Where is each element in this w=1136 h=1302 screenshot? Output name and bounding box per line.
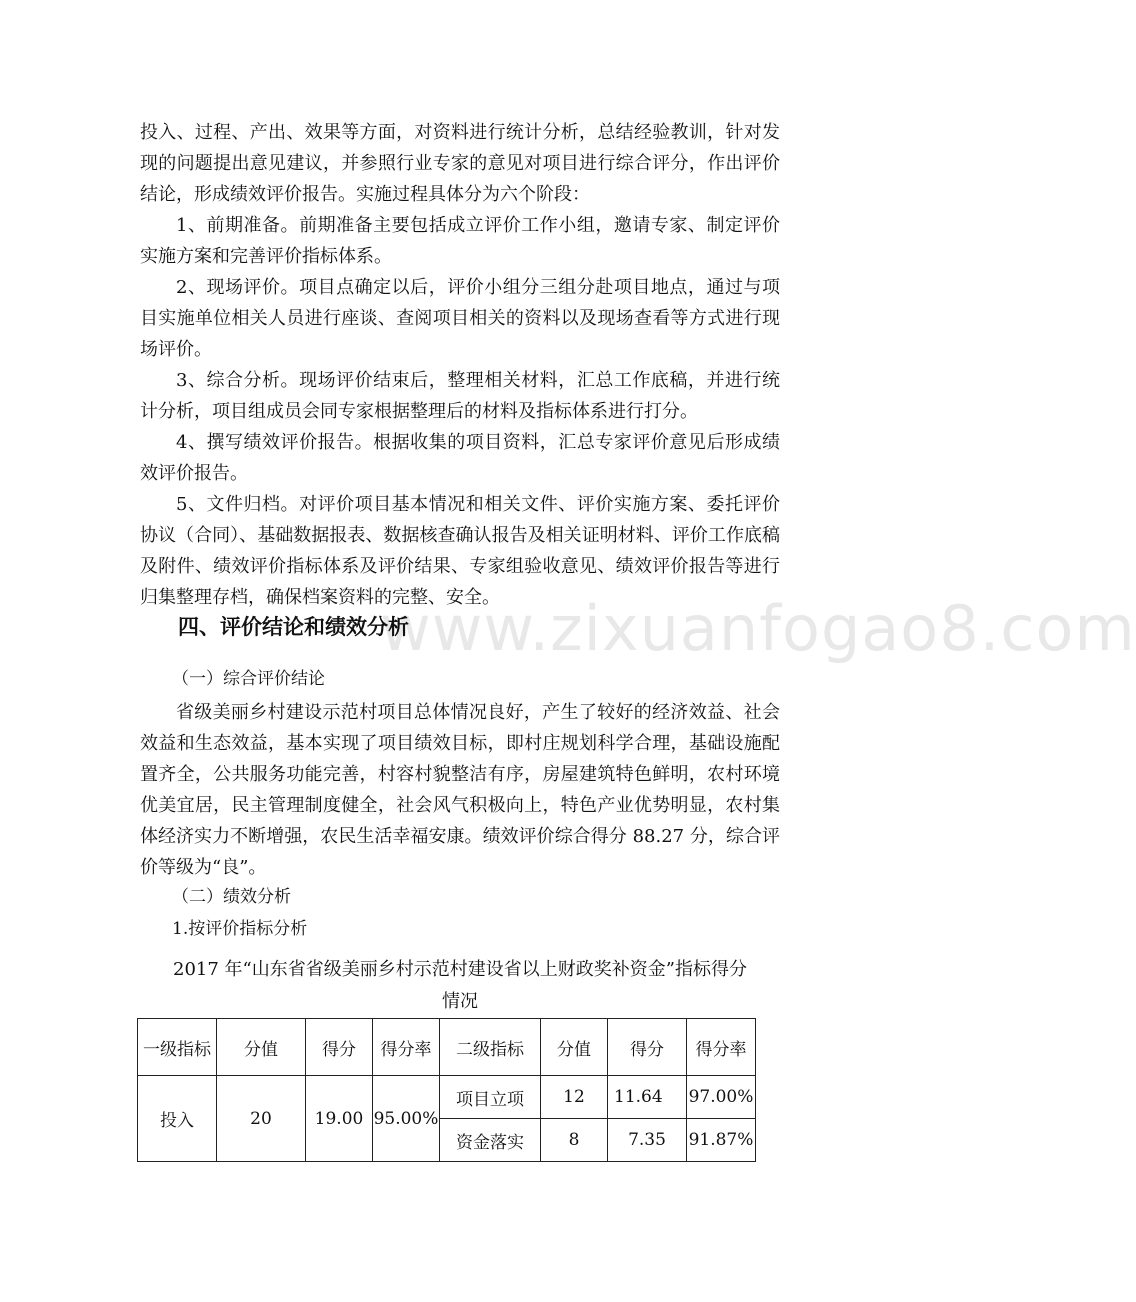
stage-4-paragraph: 4、撰写绩效评价报告。根据收集的项目资料，汇总专家评价意见后形成绩效评价报告。 — [140, 432, 780, 484]
header-primary-score: 分值 — [217, 1019, 306, 1076]
secondary-name-cell: 资金落实 — [440, 1119, 541, 1162]
stage-3-paragraph: 3、综合分析。现场评价结束后，整理相关材料，汇总工作底稿，并进行统计分析，项目组成员会同专家根据整理后的材料及指标体系进行打分。 — [140, 370, 780, 422]
primary-score-cell: 20 — [217, 1076, 306, 1162]
subheading-indicator-analysis: 1.按评价指标分析 — [172, 919, 308, 939]
header-secondary-rate: 得分率 — [687, 1019, 756, 1076]
subheading-conclusion: （一）综合评价结论 — [172, 669, 325, 689]
header-secondary-got: 得分 — [608, 1019, 687, 1076]
header-primary-rate: 得分率 — [373, 1019, 440, 1076]
header-secondary-indicator: 二级指标 — [440, 1019, 541, 1076]
stage-1-paragraph: 1、前期准备。前期准备主要包括成立评价工作小组，邀请专家、制定评价实施方案和完善评价指标体系。 — [140, 215, 780, 267]
header-secondary-score: 分值 — [541, 1019, 608, 1076]
intro-paragraph: 投入、过程、产出、效果等方面，对资料进行统计分析，总结经验教训，针对发现的问题提出意见建议，并参照行业专家的意见对项目进行综合评分，作出评价结论，形成绩效评价报告。实施过程具体分为六个阶段： — [140, 122, 780, 205]
header-primary-indicator: 一级指标 — [138, 1019, 217, 1076]
primary-rate-cell: 95.00% — [373, 1076, 440, 1162]
indicator-score-table — [137, 1018, 756, 1162]
table-header-row — [138, 1019, 756, 1076]
subheading-analysis: （二）绩效分析 — [172, 887, 291, 907]
secondary-rate-cell: 97.00% — [687, 1076, 756, 1119]
section-heading: 四、评价结论和绩效分析 — [178, 615, 409, 639]
table-row — [138, 1076, 756, 1119]
stage-5-paragraph: 5、文件归档。对评价项目基本情况和相关文件、评价实施方案、委托评价协议（合同）、基础数据报表、数据核查确认报告及相关证明材料、评价工作底稿及附件、绩效评价指标体系及评价结果、专家组验收意见、绩效评价报告等进行归集整理存档，确保档案资料的完整、安全。 — [140, 494, 780, 608]
secondary-name-cell: 项目立项 — [440, 1076, 541, 1119]
secondary-got-cell: 11.64 — [608, 1076, 687, 1119]
table-caption-line2: 情况 — [442, 991, 478, 1012]
secondary-got-cell: 7.35 — [608, 1119, 687, 1162]
primary-name-cell: 投入 — [138, 1076, 217, 1162]
table-caption-line1: 2017 年“山东省省级美丽乡村示范村建设省以上财政奖补资金”指标得分 — [173, 959, 747, 980]
secondary-score-cell: 8 — [541, 1119, 608, 1162]
stage-2-paragraph: 2、现场评价。项目点确定以后，评价小组分三组分赴项目地点，通过与项目实施单位相关人员进行座谈、查阅项目相关的资料以及现场查看等方式进行现场评价。 — [140, 277, 780, 360]
secondary-rate-cell: 91.87% — [687, 1119, 756, 1162]
watermark: www.zixuanfogao8.com — [380, 592, 1136, 665]
header-primary-got: 得分 — [306, 1019, 373, 1076]
conclusion-paragraph: 省级美丽乡村建设示范村项目总体情况良好，产生了较好的经济效益、社会效益和生态效益，基本实现了项目绩效目标，即村庄规划科学合理，基础设施配置齐全，公共服务功能完善，村容村貌整洁有序，房屋建筑特色鲜明，农村环境优美宜居，民主管理制度健全，社会风气积极向上，特色产业优势明显，农村集体经济实力不断增强，农民生活幸福安康。绩效评价综合得分 88.27 分，综合评价等级为“良”。 — [140, 702, 780, 878]
secondary-score-cell: 12 — [541, 1076, 608, 1119]
primary-got-cell: 19.00 — [306, 1076, 373, 1162]
